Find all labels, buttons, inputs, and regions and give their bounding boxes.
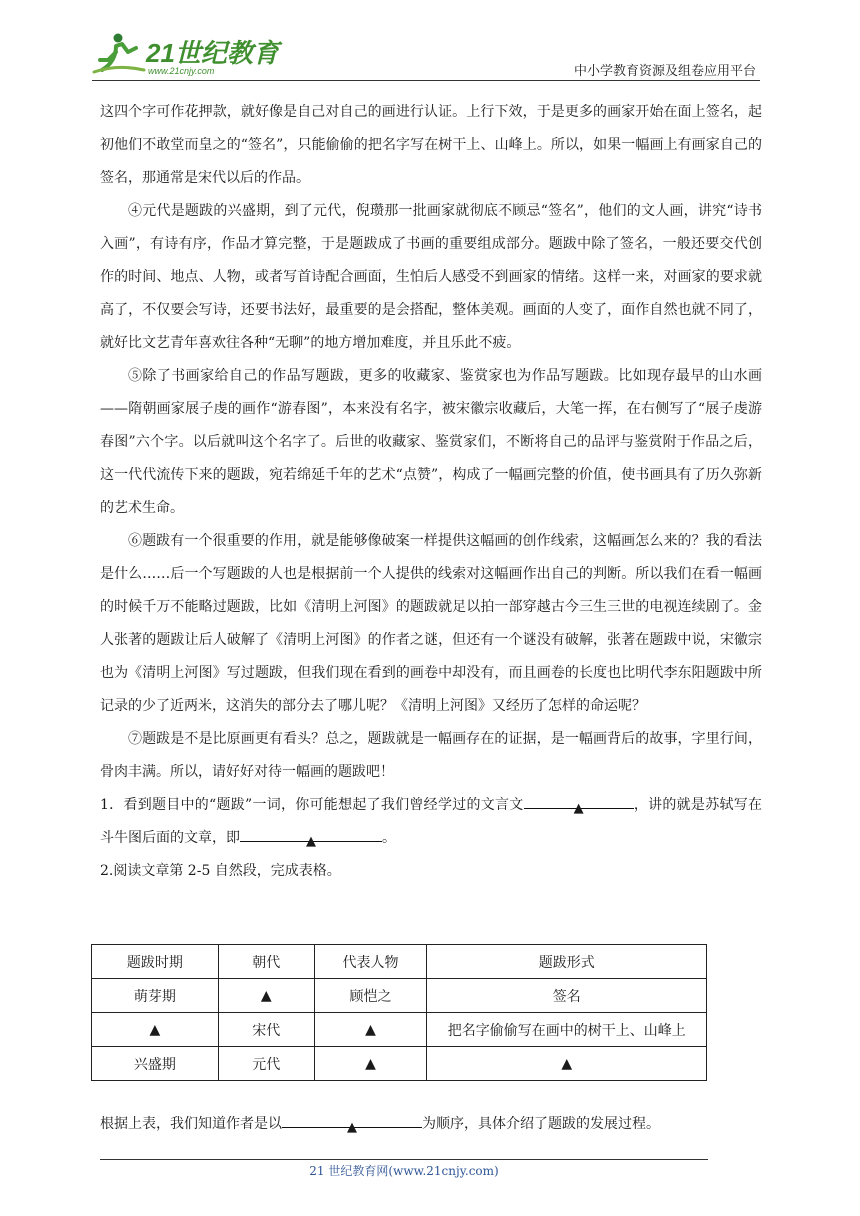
article-body (100, 96, 762, 888)
page-footer: 21 世纪教育网(www.21cnjy.com) (309, 1164, 499, 1178)
paragraph-continued: 这四个字可作花押款，就好像是自己对自己的画进行认证。上行下效，于是更多的画家开始在面上签名，起初他们不敢堂而皇之的“签名”，只能偷偷的把名字写在树干上、山峰上。所以，如果一幅画上有画家自己的签名，那通常是宋代以后的作品。 (100, 104, 762, 186)
table-cell-blank[interactable]: ▲ (427, 1047, 707, 1081)
footer-divider (100, 1159, 708, 1160)
table-row (92, 979, 707, 1013)
answer-blank-1[interactable] (524, 792, 634, 816)
runner-logo-icon (92, 30, 292, 76)
question-1-text-a: 1．看到题目中的“题跋”一词，你可能想起了我们曾经学过的文言文 (100, 797, 524, 813)
blank-mark: ▲ (573, 801, 584, 816)
table-cell: 元代 (218, 1047, 314, 1081)
answer-table (91, 944, 707, 1081)
question-1-text-c: 。 (382, 830, 396, 846)
table-cell: 宋代 (218, 1013, 314, 1047)
table-cell: 顾恺之 (314, 979, 427, 1013)
table-row (92, 1047, 707, 1081)
question-2-title: 2.阅读文章第 2-5 自然段，完成表格。 (100, 863, 341, 879)
question-1-text-b: ，讲的就是苏轼写在斗牛图后面的文章，即 (100, 797, 763, 846)
table-cell: 把名字偷偷写在画中的树干上、山峰上 (427, 1013, 707, 1047)
table-header-cell: 题跋形式 (427, 945, 707, 979)
question-1 (100, 789, 762, 855)
table-cell-blank[interactable]: ▲ (218, 979, 314, 1013)
table-cell-blank[interactable]: ▲ (92, 1013, 219, 1047)
table-header-cell: 代表人物 (314, 945, 427, 979)
table-cell: 签名 (427, 979, 707, 1013)
blank-mark: ▲ (347, 1120, 357, 1135)
table-cell-blank[interactable]: ▲ (314, 1013, 427, 1047)
answer-blank-2[interactable] (240, 825, 382, 849)
paragraph-7: ⑦题跋是不是比原画更有看头？总之，题跋就是一幅画存在的证据，是一幅画背后的故事，字里行间，骨肉丰满。所以，请好好对待一幅画的题跋吧！ (100, 731, 762, 780)
platform-name: 中小学教育资源及组卷应用平台 (573, 64, 756, 79)
question-2-followup (100, 1108, 762, 1141)
paragraph-6: ⑥题跋有一个很重要的作用，就是能够像破案一样提供这幅画的创作线索，这幅画怎么来的？我的看法是什么……后一个写题跋的人也是根据前一个人提供的线索对这幅画作出自己的判断。所以我们在看一幅画的时候千万不能略过题跋，比如《清明上河图》的题跋就足以拍一部穿越古今三生三世的电视连续剧了。金人张著的题跋让后人破解了《清明上河图》的作者之谜，但还有一个谜没有破解，张著在题跋中说，宋徽宗也为《清明上河图》写过题跋，但我们现在看到的画卷中却没有，而且画卷的长度也比明代李东阳题跋中所记录的少了近两米，这消失的部分去了哪儿呢？《清明上河图》又经历了怎样的命运呢？ (100, 533, 762, 714)
followup-text-a: 根据上表，我们知道作者是以 (100, 1116, 282, 1132)
table-header-cell: 题跋时期 (92, 945, 219, 979)
table-cell-blank[interactable]: ▲ (314, 1047, 427, 1081)
logo-url: www.21cnjy.com (148, 66, 215, 76)
logo-text: 21世纪教育 (146, 38, 279, 68)
site-logo (92, 30, 292, 76)
table-row (92, 1013, 707, 1047)
table-cell: 兴盛期 (92, 1047, 219, 1081)
table-cell: 萌芽期 (92, 979, 219, 1013)
paragraph-5: ⑤除了书画家给自己的作品写题跋，更多的收藏家、鉴赏家也为作品写题跋。比如现存最早的山水画——隋朝画家展子虔的画作“游春图”，本来没有名字，被宋徽宗收藏后，大笔一挥，在右侧写了“展子虔游春图”六个字。以后就叫这个名字了。后世的收藏家、鉴赏家们，不断将自己的品评与鉴赏附于作品之后，这一代代流传下来的题跋，宛若绵延千年的艺术“点赞”，构成了一幅画完整的价值，使书画具有了历久弥新的艺术生命。 (100, 368, 762, 516)
page-header (92, 30, 760, 82)
answer-blank-3[interactable] (282, 1111, 422, 1135)
followup-text-b: 为顺序，具体介绍了题跋的发展过程。 (422, 1116, 660, 1132)
blank-mark: ▲ (306, 834, 316, 849)
table-header-row (92, 945, 707, 979)
paragraph-4: ④元代是题跋的兴盛期，到了元代，倪瓒那一批画家就彻底不顾忌“签名”，他们的文人画，讲究“诗书入画”，有诗有序，作品才算完整，于是题跋成了书画的重要组成部分。题跋中除了签名，一般还要交代创作的时间、地点、人物，或者写首诗配合画面，生怕后人感受不到画家的情绪。这样一来，对画家的要求就高了，不仅要会写诗，还要书法好，最重要的是会搭配，整体美观。画面的人变了，面作自然也就不同了，就好比文艺青年喜欢往各种“无聊”的地方增加难度，并且乐此不疲。 (100, 203, 762, 351)
header-divider (92, 80, 760, 81)
table-header-cell: 朝代 (218, 945, 314, 979)
